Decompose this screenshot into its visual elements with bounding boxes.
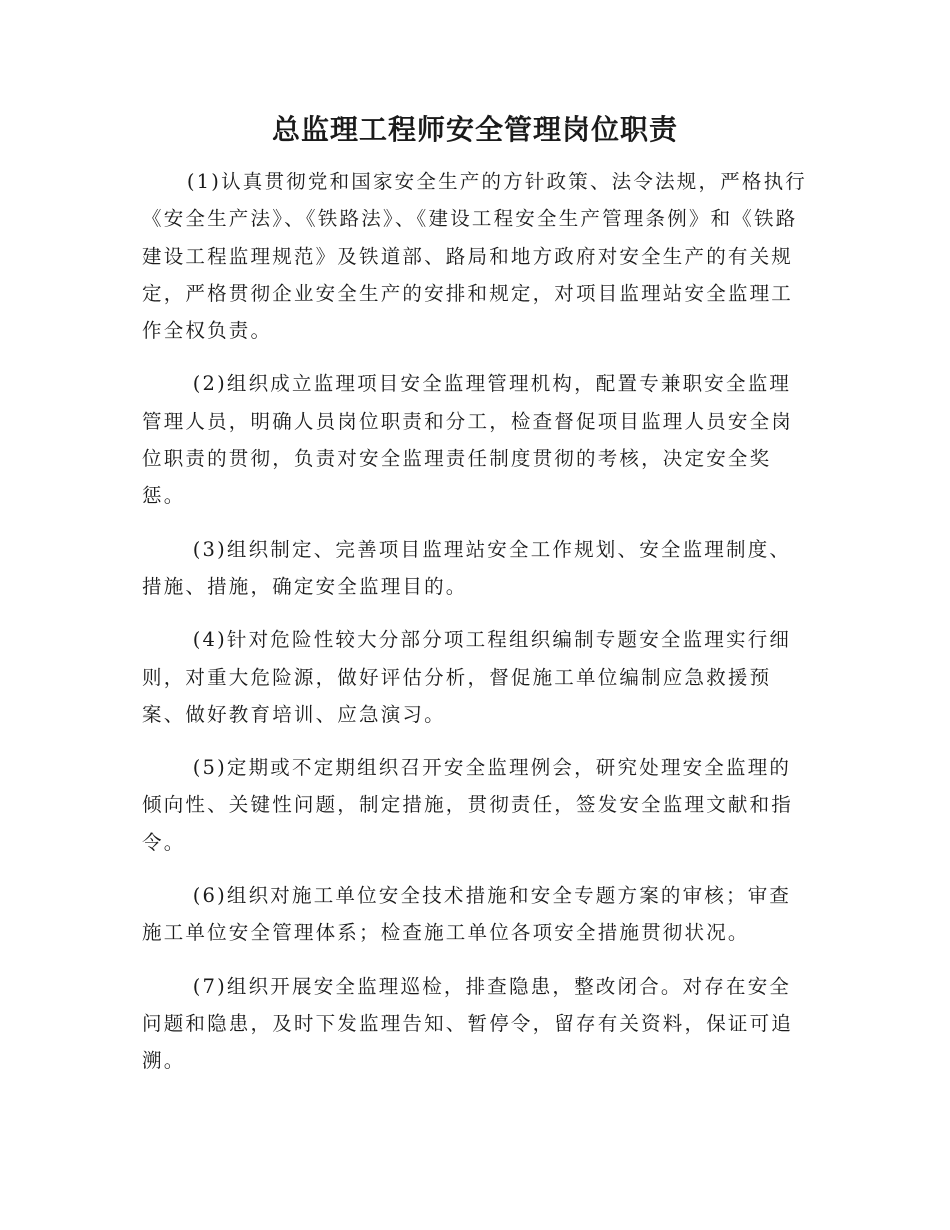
paragraph-4: (4)针对危险性较大分部分项工程组织编制专题安全监理实行细则，对重大危险源，做好评估分析，督促施工单位编制应急救援预案、做好教育培训、应急演习。 — [142, 628, 792, 726]
paragraph-2: (2)组织成立监理项目安全监理管理机构，配置专兼职安全监理管理人员，明确人员岗位职责和分工，检查督促项目监理人员安全岗位职责的贯彻，负责对安全监理责任制度贯彻的考核，决定安全奖惩。 — [142, 372, 794, 508]
paragraph-5: (5)定期或不定期组织召开安全监理例会，研究处理安全监理的倾向性、关键性问题，制定措施，贯彻责任，签发安全监理文献和指令。 — [142, 756, 794, 854]
paragraph-3: (3)组织制定、完善项目监理站安全工作规划、安全监理制度、措施、措施，确定安全监理目的。 — [142, 537, 792, 598]
paragraph-1: (1)认真贯彻党和国家安全生产的方针政策、法令法规，严格执行《安全生产法》、《铁路法》、《建设工程安全生产管理条例》和《铁路建设工程监理规范》及铁道部、路局和地方政府对安全生产的有关规定，严格贯彻企业安全生产的安排和规定，对项目监理站安全监理工作全权负责。 — [142, 170, 807, 343]
paragraph-6: (6)组织对施工单位安全技术措施和安全专题方案的审核；审查施工单位安全管理体系；检查施工单位各项安全措施贯彻状况。 — [142, 884, 792, 945]
document-title: 总监理工程师安全管理岗位职责 — [271, 113, 678, 146]
paragraph-7: (7)组织开展安全监理巡检，排查隐患，整改闭合。对存在安全问题和隐患，及时下发监理告知、暂停令，留存有关资料，保证可追溯。 — [142, 974, 794, 1073]
document-body — [142, 163, 810, 1096]
